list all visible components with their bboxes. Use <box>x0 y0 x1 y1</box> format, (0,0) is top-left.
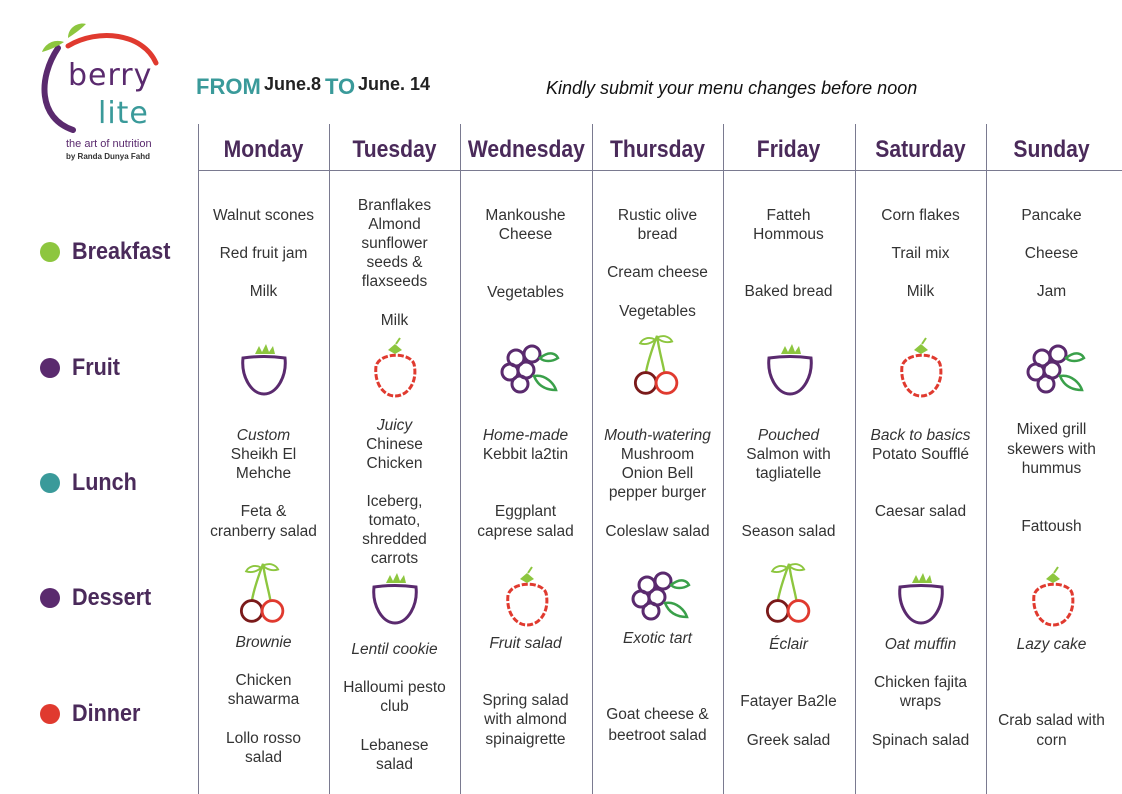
dessert-item: Exotic tart <box>623 630 692 647</box>
lunch-side: Caesar salad <box>874 503 967 520</box>
dinner-item: wraps <box>899 693 942 710</box>
day-header-wednesday: Wednesday <box>467 136 585 163</box>
cherry-icon <box>625 332 691 398</box>
day-header-monday: Monday <box>223 136 304 163</box>
breakfast-item: flaxseeds <box>361 273 428 290</box>
dessert-item: Oat muffin <box>884 636 957 653</box>
meal-label-fruit: Fruit <box>72 354 120 381</box>
breakfast-item: Almond <box>368 216 421 233</box>
logo-tagline: the art of nutrition <box>66 138 152 150</box>
lunch-main: hummus <box>1021 460 1082 477</box>
breakfast-item: Cheese <box>1024 245 1079 262</box>
dinner-item: shawarma <box>227 691 300 708</box>
breakfast-item: Rustic olive <box>617 207 698 224</box>
blackberry-icon <box>1020 336 1086 402</box>
lunch-side: Feta & <box>240 503 287 520</box>
breakfast-item: Milk <box>249 283 278 300</box>
dinner-item: salad <box>375 756 414 773</box>
lunch-main: Kebbit la2tin <box>482 446 569 463</box>
berry-icon <box>757 336 823 402</box>
dinner-item: Lollo rosso <box>226 730 301 747</box>
meal-row-dinner <box>40 700 148 728</box>
meal-label-lunch: Lunch <box>72 469 137 496</box>
day-header-thursday: Thursday <box>609 136 706 163</box>
breakfast-item: Milk <box>906 283 935 300</box>
breakfast-item: Walnut scones <box>212 207 315 224</box>
logo-byline: by Randa Dunya Fahd <box>66 152 151 161</box>
fruit-dot <box>40 358 60 378</box>
meal-label-dinner: Dinner <box>72 700 141 727</box>
day-header-tuesday: Tuesday <box>352 136 437 163</box>
lunch-main: pepper burger <box>608 484 707 501</box>
breakfast-item: Hommous <box>753 226 824 243</box>
dinner-item: Halloumi pesto <box>343 679 446 696</box>
breakfast-item: seeds & <box>366 254 423 271</box>
day-header-friday: Friday <box>756 136 821 163</box>
lunch-side: shredded <box>362 531 427 548</box>
breakfast-item: Corn flakes <box>881 207 960 224</box>
dinner-item: corn <box>1036 732 1067 749</box>
lunch-main: tagliatelle <box>755 465 822 482</box>
lunch-side: carrots <box>370 550 419 567</box>
lunch-main: Chicken <box>366 455 423 472</box>
lunch-italic: Pouched <box>757 427 820 444</box>
meal-row-dessert <box>40 584 160 612</box>
dinner-item: Lebanese <box>360 737 429 754</box>
lunch-side: Fattoush <box>1021 518 1082 535</box>
dinner-item: with almond <box>484 711 567 728</box>
meal-label-dessert: Dessert <box>72 584 152 611</box>
lunch-dot <box>40 473 60 493</box>
end-date: June. 14 <box>358 74 431 94</box>
breakfast-item: Cheese <box>498 226 553 243</box>
lunch-side: cranberry salad <box>210 523 317 540</box>
lunch-main: Salmon with <box>746 446 831 463</box>
cherry-icon <box>231 560 297 626</box>
dinner-item: Crab salad with <box>998 712 1105 729</box>
lunch-main: Mushroom <box>620 446 695 463</box>
blackberry-icon <box>494 336 560 402</box>
meal-row-lunch <box>40 469 144 497</box>
lunch-side: tomato, <box>368 512 421 529</box>
breakfast-item: Red fruit jam <box>219 245 308 262</box>
lunch-main: skewers with <box>1007 441 1096 458</box>
breakfast-item: Baked bread <box>744 283 833 300</box>
berry-icon <box>888 565 954 631</box>
breakfast-item: Milk <box>380 312 409 329</box>
breakfast-item: Fatteh <box>766 207 811 224</box>
breakfast-item: bread <box>637 226 678 243</box>
breakfast-item: sunflower <box>361 235 428 252</box>
breakfast-item: Mankoushe <box>485 207 566 224</box>
dinner-item: Goat cheese & <box>606 706 709 723</box>
logo-brand-bottom: lite <box>98 96 149 131</box>
lunch-side: Coleslaw salad <box>605 523 710 540</box>
lunch-main: Mehche <box>235 465 292 482</box>
dessert-item: Fruit salad <box>489 635 562 652</box>
dessert-item: Lazy cake <box>1016 636 1087 653</box>
start-date: June.8 <box>264 74 322 94</box>
dinner-item: Spring salad <box>482 692 569 709</box>
raspberry-icon <box>362 336 428 402</box>
lunch-main: Potato Soufflé <box>871 446 970 463</box>
dinner-item: spinaigrette <box>485 731 566 748</box>
lunch-italic: Mouth-watering <box>604 427 711 444</box>
lunch-main: Mixed grill <box>1016 421 1087 438</box>
dessert-dot <box>40 588 60 608</box>
lunch-main: Chinese <box>366 436 423 453</box>
breakfast-dot <box>40 242 60 262</box>
breakfast-item: Pancake <box>1021 207 1082 224</box>
breakfast-item: Trail mix <box>891 245 950 262</box>
logo-brand-top: berry <box>68 58 153 93</box>
raspberry-icon <box>494 565 560 631</box>
breakfast-item: Vegetables <box>619 303 696 320</box>
day-header-sunday: Sunday <box>1013 136 1090 163</box>
dinner-item: Spinach salad <box>871 732 970 749</box>
dinner-dot <box>40 704 60 724</box>
lunch-side: caprese salad <box>477 523 574 540</box>
dinner-item: Chicken fajita <box>873 674 968 691</box>
breakfast-item: Cream cheese <box>607 264 708 281</box>
meal-label-breakfast: Breakfast <box>72 238 171 265</box>
raspberry-icon <box>1020 565 1086 631</box>
lunch-side: Iceberg, <box>366 493 423 510</box>
dessert-item: Lentil cookie <box>351 641 438 658</box>
berry-icon <box>231 336 297 402</box>
dinner-item: beetroot salad <box>608 727 707 744</box>
day-header-saturday: Saturday <box>875 136 966 163</box>
breakfast-item: Vegetables <box>487 284 564 301</box>
lunch-italic: Custom <box>236 427 291 444</box>
breakfast-item: Branflakes <box>357 197 432 214</box>
lunch-main: Onion Bell <box>621 465 694 482</box>
lunch-side: Eggplant <box>494 503 557 520</box>
breakfast-item: Jam <box>1036 283 1067 300</box>
meal-row-fruit <box>40 354 125 382</box>
dinner-item: club <box>380 698 409 715</box>
dinner-item: salad <box>244 749 283 766</box>
lunch-side: Season salad <box>741 523 836 540</box>
to-label: TO <box>325 74 356 99</box>
dinner-item: Fatayer Ba2le <box>740 693 837 710</box>
blackberry-icon <box>625 563 691 629</box>
lunch-italic: Home-made <box>482 427 569 444</box>
berry-icon <box>362 565 428 631</box>
dinner-item: Chicken <box>235 672 292 689</box>
submission-notice: Kindly submit your menu changes before noon <box>546 78 918 98</box>
dessert-item: Brownie <box>235 634 292 651</box>
dessert-item: Éclair <box>769 636 808 653</box>
lunch-main: Sheikh El <box>230 446 297 463</box>
dinner-item: Greek salad <box>746 732 831 749</box>
from-label: FROM <box>196 74 261 99</box>
berrylite-logo <box>28 18 178 168</box>
header-divider <box>198 170 1122 171</box>
raspberry-icon <box>888 336 954 402</box>
cherry-icon <box>757 560 823 626</box>
meal-row-breakfast <box>40 238 181 266</box>
lunch-italic: Back to basics <box>870 427 971 444</box>
lunch-italic: Juicy <box>376 417 413 434</box>
